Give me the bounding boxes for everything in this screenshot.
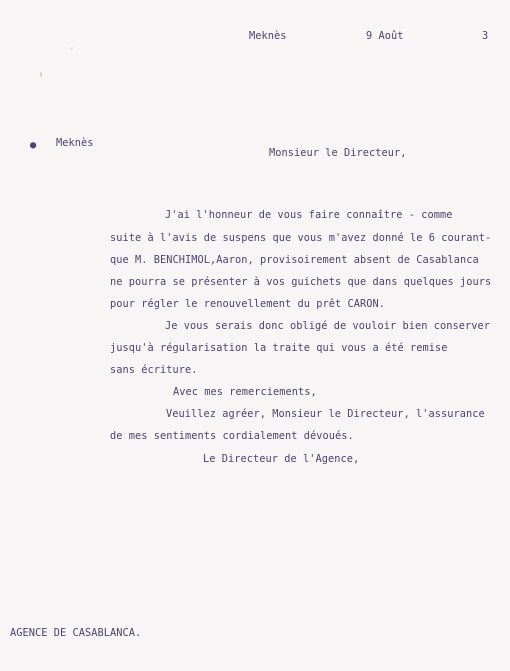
- body-line-3: que M. BENCHIMOL,Aaron, provisoirement absent de Casablanca: [110, 254, 479, 266]
- paper-mark: [40, 72, 42, 77]
- body-line-10: Veuillez agréer, Monsieur le Directeur, l'assurance: [166, 408, 485, 420]
- body-line-11: de mes sentiments cordialement dévoués.: [110, 430, 354, 442]
- body-line-7: jusqu'à régularisation la traite qui vous a été remise: [110, 342, 448, 354]
- header-date: 9 Août: [366, 30, 404, 42]
- header-page-number: 3: [482, 30, 489, 42]
- signature: Le Directeur de l'Agence,: [203, 453, 360, 465]
- address-bullet: ●: [30, 139, 37, 151]
- paper-speck: [70, 47, 73, 50]
- body-line-8: sans écriture.: [110, 364, 198, 376]
- body-line-9: Avec mes remerciements,: [173, 386, 317, 398]
- body-line-6: Je vous serais donc obligé de vouloir bien conserver: [165, 320, 490, 332]
- body-line-2: suite à l'avis de suspens que vous m'avez donné le 6 courant-: [110, 232, 492, 244]
- body-line-5: pour régler le renouvellement du prêt CARON.: [110, 298, 385, 310]
- address-to: Meknès: [56, 137, 94, 149]
- salutation: Monsieur le Directeur,: [269, 147, 407, 159]
- body-line-1: J'ai l'honneur de vous faire connaître - comme: [165, 209, 453, 221]
- body-line-4: ne pourra se présenter à vos guichets que dans quelques jours: [110, 276, 492, 288]
- header-city: Meknès: [249, 30, 287, 42]
- footer-agency: AGENCE DE CASABLANCA.: [10, 627, 142, 639]
